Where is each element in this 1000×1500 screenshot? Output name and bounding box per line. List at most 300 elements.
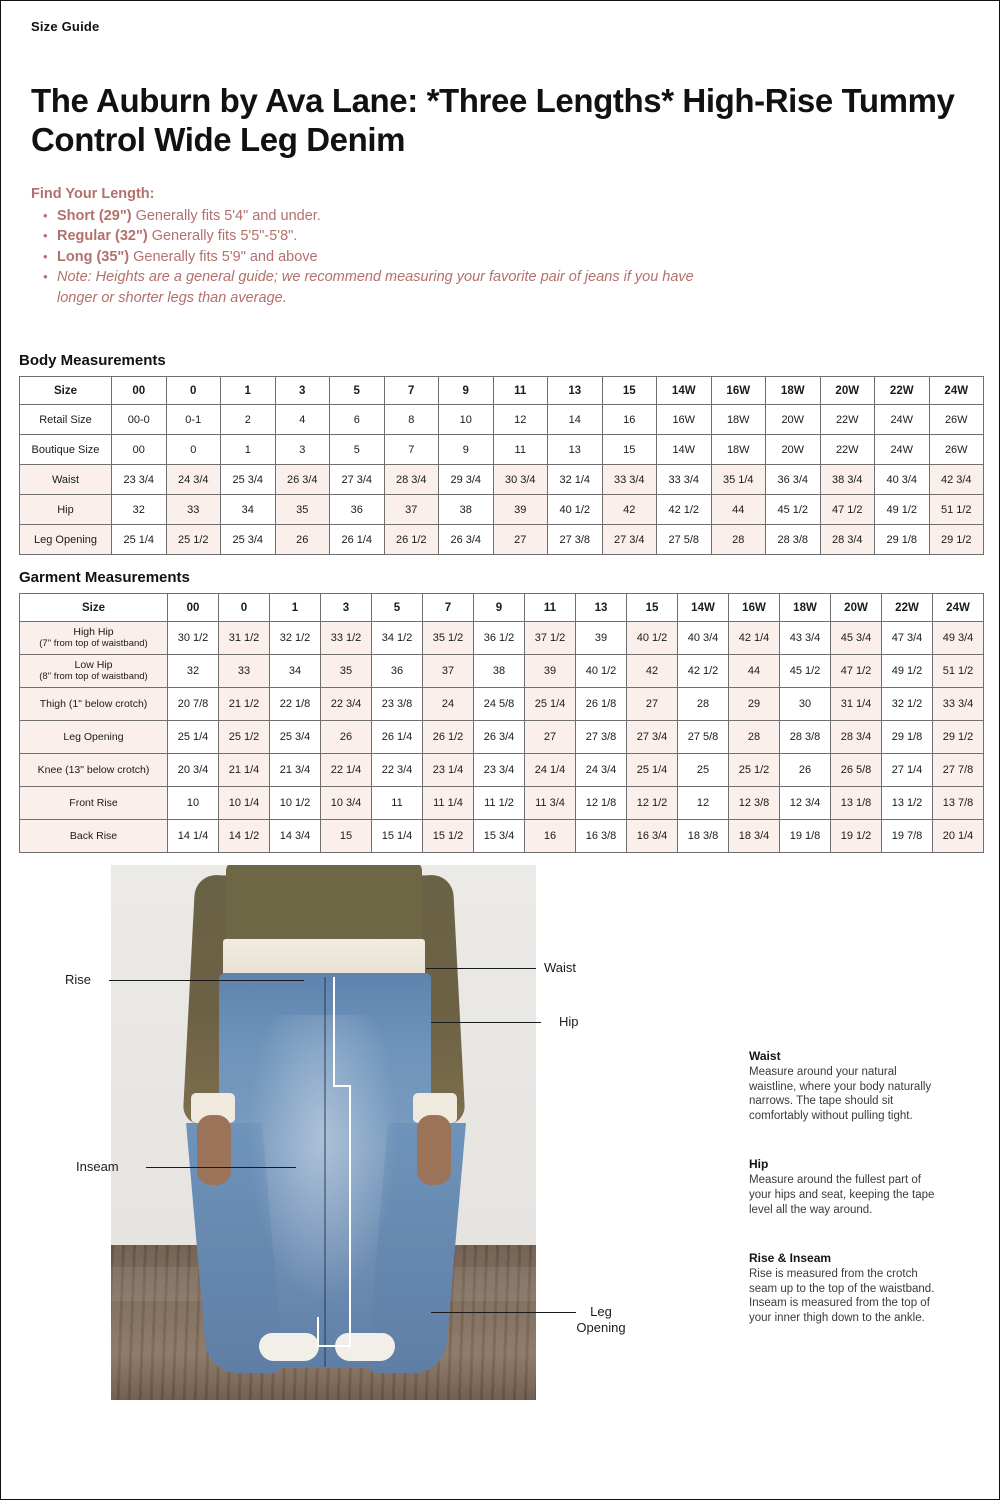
table-cell: 29 1/8	[875, 525, 930, 555]
column-header-11: 11	[493, 377, 548, 405]
table-row	[20, 787, 984, 820]
table-cell: 28	[678, 688, 729, 721]
table-cell: 25	[678, 754, 729, 787]
table-cell: 33	[219, 655, 270, 688]
column-header-1: 1	[221, 377, 276, 405]
length-option-desc: Generally fits 5'4" and under.	[131, 207, 321, 224]
table-cell: 23 3/4	[112, 465, 167, 495]
table-cell: 8	[384, 405, 439, 435]
table-row	[20, 405, 984, 435]
table-cell: 00-0	[112, 405, 167, 435]
note-hip	[749, 1157, 939, 1217]
table-row	[20, 721, 984, 754]
column-header-14W: 14W	[657, 377, 712, 405]
inseam-guide-line	[349, 1087, 351, 1347]
table-cell: 10	[168, 787, 219, 820]
note-title: Rise & Inseam	[749, 1251, 832, 1266]
length-note-line1: • Note: Heights are a general guide; we recommend measuring your favorite pair of jeans if you have	[57, 269, 694, 286]
table-cell: 14 1/2	[219, 820, 270, 853]
column-header-24W: 24W	[933, 594, 984, 622]
table-cell: 36 1/2	[474, 622, 525, 655]
table-cell: 32 1/2	[882, 688, 933, 721]
hero	[1, 34, 999, 160]
table-cell: 34 1/2	[372, 622, 423, 655]
table-cell: 40 3/4	[678, 622, 729, 655]
table-cell: 15	[321, 820, 372, 853]
photo-center-seam	[324, 977, 326, 1367]
table-cell: 29 3/4	[439, 465, 494, 495]
table-cell: 18W	[711, 435, 766, 465]
table-cell: 13 1/8	[831, 787, 882, 820]
column-header-13: 13	[576, 594, 627, 622]
table-cell: 13 1/2	[882, 787, 933, 820]
table-cell: 27	[627, 688, 678, 721]
table-cell: 16	[525, 820, 576, 853]
photo-right-shoe	[335, 1333, 395, 1361]
note-text: Measure around your natural waistline, where your body naturally narrows. The tape should sit comfortably without pulling tight.	[749, 1066, 932, 1122]
garment-measurements-table	[19, 593, 984, 853]
table-cell: 11 1/2	[474, 787, 525, 820]
table-cell: 33 3/4	[933, 688, 984, 721]
column-header-22W: 22W	[875, 377, 930, 405]
column-header-11: 11	[525, 594, 576, 622]
callout-leg-opening-line2: Opening	[576, 1320, 626, 1336]
length-option-desc: Generally fits 5'9" and above	[129, 248, 318, 265]
table-cell: 22 3/4	[372, 754, 423, 787]
table-cell: 27 5/8	[657, 525, 712, 555]
table-cell: 22 3/4	[321, 688, 372, 721]
list-item	[43, 247, 969, 268]
table-cell: 31 1/2	[219, 622, 270, 655]
column-header-20W: 20W	[820, 377, 875, 405]
table-cell: 29 1/2	[933, 721, 984, 754]
table-body	[20, 622, 984, 853]
length-option-label: Regular (32")	[57, 228, 148, 245]
table-cell: 14 3/4	[270, 820, 321, 853]
body-measurements-table	[19, 376, 984, 555]
list-item	[43, 226, 969, 247]
table-body	[20, 405, 984, 555]
table-cell: 27 7/8	[933, 754, 984, 787]
photo-left-hand	[197, 1115, 231, 1185]
table-cell: 25 1/4	[112, 525, 167, 555]
page-title: Size Guide	[31, 19, 100, 34]
inseam-leader-line	[146, 1167, 296, 1168]
row-label: Knee (13" below crotch)	[20, 754, 168, 787]
table-cell: 36	[372, 655, 423, 688]
table-cell: 20W	[766, 405, 821, 435]
column-header-0: 0	[219, 594, 270, 622]
table-cell: 21 3/4	[270, 754, 321, 787]
table-cell: 20 3/4	[168, 754, 219, 787]
table-cell: 42 3/4	[929, 465, 984, 495]
row-label: Retail Size	[20, 405, 112, 435]
table-cell: 15 1/2	[423, 820, 474, 853]
column-header-14W: 14W	[678, 594, 729, 622]
table-cell: 21 1/4	[219, 754, 270, 787]
table-cell: 32	[168, 655, 219, 688]
table-cell: 19 7/8	[882, 820, 933, 853]
table-cell: 28	[729, 721, 780, 754]
table-cell: 39	[525, 655, 576, 688]
table-row	[20, 754, 984, 787]
table-cell: 47 1/2	[820, 495, 875, 525]
table-cell: 15	[602, 435, 657, 465]
topbar	[1, 1, 999, 34]
table-cell: 0	[166, 435, 221, 465]
table-cell: 26W	[929, 435, 984, 465]
callout-leg-opening-line1: Leg	[590, 1304, 612, 1320]
table-cell: 1	[221, 435, 276, 465]
table-cell: 24 3/4	[166, 465, 221, 495]
table-cell: 27	[493, 525, 548, 555]
column-header-7: 7	[423, 594, 474, 622]
table-cell: 40 3/4	[875, 465, 930, 495]
table-cell: 19 1/2	[831, 820, 882, 853]
table-cell: 28 3/4	[820, 525, 875, 555]
column-header-9: 9	[474, 594, 525, 622]
table-cell: 12 3/8	[729, 787, 780, 820]
table-cell: 27 3/8	[576, 721, 627, 754]
table-cell: 28 3/8	[780, 721, 831, 754]
column-header-3: 3	[321, 594, 372, 622]
table-cell: 35 1/4	[711, 465, 766, 495]
find-your-length-block	[1, 160, 999, 309]
list-item-note	[43, 267, 969, 308]
table-cell: 23 3/8	[372, 688, 423, 721]
table-cell: 27 5/8	[678, 721, 729, 754]
table-row	[20, 688, 984, 721]
table-cell: 28 3/4	[831, 721, 882, 754]
note-text: Rise is measured from the crotch seam up to the top of the waistband. Inseam is measured from the top of your inner thigh down to the ankle.	[749, 1268, 935, 1324]
table-cell: 29 1/8	[882, 721, 933, 754]
table-cell: 26 1/4	[330, 525, 385, 555]
length-option-desc: Generally fits 5'5"-5'8".	[147, 228, 298, 245]
row-label: High Hip (7" from top of waistband)	[20, 622, 168, 655]
table-cell: 28 3/8	[766, 525, 821, 555]
callout-waist: Waist	[544, 960, 577, 976]
waist-leader-line	[426, 968, 536, 969]
table-cell: 21 1/2	[219, 688, 270, 721]
table-cell: 10 1/4	[219, 787, 270, 820]
table-cell: 24W	[875, 435, 930, 465]
table-cell: 18 3/4	[729, 820, 780, 853]
table-cell: 4	[275, 405, 330, 435]
column-header-3: 3	[275, 377, 330, 405]
photo-left-shoe	[259, 1333, 319, 1361]
table-cell: 23 3/4	[474, 754, 525, 787]
table-cell: 45 1/2	[766, 495, 821, 525]
list-item	[43, 206, 969, 227]
table-cell: 33 1/2	[321, 622, 372, 655]
column-header-18W: 18W	[766, 377, 821, 405]
garment-measurements-table-wrap	[1, 593, 999, 853]
measurement-notes	[749, 1049, 939, 1360]
hip-leader-line	[431, 1022, 541, 1023]
table-cell: 29 1/2	[929, 525, 984, 555]
table-cell: 19 1/8	[780, 820, 831, 853]
table-cell: 40 1/2	[627, 622, 678, 655]
table-row	[20, 655, 984, 688]
table-cell: 11	[372, 787, 423, 820]
body-measurements-title: Body Measurements	[19, 352, 166, 370]
table-cell: 39	[493, 495, 548, 525]
table-cell: 38	[474, 655, 525, 688]
leg-opening-leader-line	[431, 1312, 576, 1313]
table-cell: 3	[275, 435, 330, 465]
table-cell: 42 1/2	[657, 495, 712, 525]
row-label: Thigh (1" below crotch)	[20, 688, 168, 721]
column-header-5: 5	[372, 594, 423, 622]
column-header-15: 15	[627, 594, 678, 622]
column-header-22W: 22W	[882, 594, 933, 622]
table-cell: 26 3/4	[275, 465, 330, 495]
row-label: Boutique Size	[20, 435, 112, 465]
table-cell: 5	[330, 435, 385, 465]
table-cell: 14	[548, 405, 603, 435]
table-cell: 31 1/4	[831, 688, 882, 721]
table-cell: 14W	[657, 435, 712, 465]
table-cell: 15 1/4	[372, 820, 423, 853]
table-cell: 26 1/2	[384, 525, 439, 555]
table-cell: 22 1/4	[321, 754, 372, 787]
table-cell: 47 3/4	[882, 622, 933, 655]
table-cell: 24 5/8	[474, 688, 525, 721]
column-header-7: 7	[384, 377, 439, 405]
column-header-16W: 16W	[711, 377, 766, 405]
table-cell: 2	[221, 405, 276, 435]
photo-right-hand	[417, 1115, 451, 1185]
table-cell: 16 3/4	[627, 820, 678, 853]
column-header-18W: 18W	[780, 594, 831, 622]
table-cell: 10	[439, 405, 494, 435]
table-cell: 11 3/4	[525, 787, 576, 820]
table-cell: 40 1/2	[576, 655, 627, 688]
table-cell: 16W	[657, 405, 712, 435]
row-label: Leg Opening	[20, 525, 112, 555]
table-cell: 13	[548, 435, 603, 465]
column-header-size: Size	[20, 594, 168, 622]
table-cell: 26W	[929, 405, 984, 435]
table-cell: 49 1/2	[875, 495, 930, 525]
table-row	[20, 622, 984, 655]
table-cell: 26	[275, 525, 330, 555]
table-cell: 6	[330, 405, 385, 435]
table-cell: 26 1/2	[423, 721, 474, 754]
table-cell: 18 3/8	[678, 820, 729, 853]
column-header-20W: 20W	[831, 594, 882, 622]
table-cell: 10 3/4	[321, 787, 372, 820]
table-cell: 36 3/4	[766, 465, 821, 495]
row-label: Waist	[20, 465, 112, 495]
table-cell: 40 1/2	[548, 495, 603, 525]
table-cell: 42 1/2	[678, 655, 729, 688]
column-header-00: 00	[112, 377, 167, 405]
table-cell: 37	[384, 495, 439, 525]
leg-opening-guide-line	[317, 1317, 319, 1347]
table-cell: 39	[576, 622, 627, 655]
column-header-1: 1	[270, 594, 321, 622]
table-cell: 32 1/4	[548, 465, 603, 495]
table-cell: 28	[711, 525, 766, 555]
product-title: The Auburn by Ava Lane: *Three Lengths* High-Rise Tummy Control Wide Leg Denim	[31, 82, 955, 158]
table-cell: 25 3/4	[221, 525, 276, 555]
table-row	[20, 495, 984, 525]
rise-leader-line	[109, 980, 304, 981]
table-cell: 34	[221, 495, 276, 525]
table-cell: 25 3/4	[270, 721, 321, 754]
row-label: Leg Opening	[20, 721, 168, 754]
table-cell: 43 3/4	[780, 622, 831, 655]
note-title: Hip	[749, 1157, 769, 1172]
table-cell: 20 1/4	[933, 820, 984, 853]
column-header-size: Size	[20, 377, 112, 405]
length-option-label: Long (35")	[57, 248, 130, 265]
table-cell: 20W	[766, 435, 821, 465]
table-cell: 30 1/2	[168, 622, 219, 655]
table-row	[20, 525, 984, 555]
column-header-5: 5	[330, 377, 385, 405]
callout-inseam: Inseam	[76, 1159, 119, 1175]
table-cell: 26 5/8	[831, 754, 882, 787]
table-cell: 35 1/2	[423, 622, 474, 655]
column-header-13: 13	[548, 377, 603, 405]
table-cell: 28 3/4	[384, 465, 439, 495]
table-cell: 32 1/2	[270, 622, 321, 655]
table-cell: 25 1/2	[166, 525, 221, 555]
column-header-0: 0	[166, 377, 221, 405]
table-cell: 27	[525, 721, 576, 754]
table-cell: 11 1/4	[423, 787, 474, 820]
table-cell: 22W	[820, 405, 875, 435]
table-row	[20, 820, 984, 853]
table-cell: 26 1/4	[372, 721, 423, 754]
row-label: Back Rise	[20, 820, 168, 853]
table-cell: 38 3/4	[820, 465, 875, 495]
table-cell: 27 3/4	[330, 465, 385, 495]
column-header-15: 15	[602, 377, 657, 405]
table-cell: 30 3/4	[493, 465, 548, 495]
table-cell: 24	[423, 688, 474, 721]
row-label: Hip	[20, 495, 112, 525]
callout-hip: Hip	[559, 1014, 579, 1030]
table-cell: 22W	[820, 435, 875, 465]
table-cell: 26 3/4	[439, 525, 494, 555]
table-cell: 23 1/4	[423, 754, 474, 787]
table-cell: 33 3/4	[657, 465, 712, 495]
column-header-16W: 16W	[729, 594, 780, 622]
table-header-row	[20, 377, 984, 405]
table-cell: 25 3/4	[221, 465, 276, 495]
table-cell: 25 1/2	[729, 754, 780, 787]
table-cell: 36	[330, 495, 385, 525]
table-header	[20, 377, 984, 405]
table-cell: 12 1/8	[576, 787, 627, 820]
table-cell: 24W	[875, 405, 930, 435]
body-measurements-table-wrap	[1, 376, 999, 555]
table-cell: 27 3/4	[602, 525, 657, 555]
table-cell: 16	[602, 405, 657, 435]
table-cell: 25 1/4	[627, 754, 678, 787]
table-cell: 14 1/4	[168, 820, 219, 853]
table-cell: 37	[423, 655, 474, 688]
table-cell: 49 3/4	[933, 622, 984, 655]
column-header-00: 00	[168, 594, 219, 622]
photo-knit-band	[223, 939, 425, 977]
table-cell: 12	[678, 787, 729, 820]
table-cell: 26	[321, 721, 372, 754]
table-cell: 7	[384, 435, 439, 465]
table-cell: 33 3/4	[602, 465, 657, 495]
table-cell: 34	[270, 655, 321, 688]
table-cell: 24 3/4	[576, 754, 627, 787]
photo-denim-fade	[243, 1015, 403, 1315]
table-cell: 27 1/4	[882, 754, 933, 787]
table-cell: 29	[729, 688, 780, 721]
table-cell: 18W	[711, 405, 766, 435]
note-title: Waist	[749, 1049, 781, 1063]
table-cell: 12 3/4	[780, 787, 831, 820]
table-cell: 12	[493, 405, 548, 435]
table-cell: 30	[780, 688, 831, 721]
table-cell: 44	[711, 495, 766, 525]
table-cell: 00	[112, 435, 167, 465]
table-row	[20, 465, 984, 495]
table-cell: 45 3/4	[831, 622, 882, 655]
length-note-line2: longer or shorter legs than average.	[57, 289, 287, 306]
table-cell: 35	[275, 495, 330, 525]
callout-rise: Rise	[65, 972, 92, 988]
note-rise-inseam	[749, 1251, 939, 1325]
table-cell: 27 3/8	[548, 525, 603, 555]
table-cell: 9	[439, 435, 494, 465]
row-label: Low Hip (8" from top of waistband)	[20, 655, 168, 688]
table-cell: 10 1/2	[270, 787, 321, 820]
table-cell: 37 1/2	[525, 622, 576, 655]
table-cell: 49 1/2	[882, 655, 933, 688]
callout-leg-opening	[567, 1304, 635, 1336]
table-row	[20, 435, 984, 465]
table-cell: 42	[602, 495, 657, 525]
table-cell: 25 1/4	[168, 721, 219, 754]
table-cell: 51 1/2	[933, 655, 984, 688]
table-cell: 47 1/2	[831, 655, 882, 688]
table-cell: 42 1/4	[729, 622, 780, 655]
table-cell: 42	[627, 655, 678, 688]
length-list	[31, 206, 969, 309]
table-cell: 24 1/4	[525, 754, 576, 787]
table-cell: 13 7/8	[933, 787, 984, 820]
table-cell: 35	[321, 655, 372, 688]
find-your-length-heading: Find Your Length:	[31, 185, 155, 202]
leg-opening-guide-tick	[317, 1345, 351, 1347]
table-cell: 20 7/8	[168, 688, 219, 721]
garment-measurements-title: Garment Measurements	[19, 569, 190, 587]
table-cell: 11	[493, 435, 548, 465]
table-cell: 16 3/8	[576, 820, 627, 853]
table-cell: 33	[166, 495, 221, 525]
note-text: Measure around the fullest part of your hips and seat, keeping the tape level all the way around.	[749, 1174, 935, 1216]
table-cell: 38	[439, 495, 494, 525]
table-cell: 15 3/4	[474, 820, 525, 853]
row-label: Front Rise	[20, 787, 168, 820]
table-header-row	[20, 594, 984, 622]
table-cell: 27 3/4	[627, 721, 678, 754]
table-cell: 0-1	[166, 405, 221, 435]
column-header-9: 9	[439, 377, 494, 405]
table-cell: 25 1/2	[219, 721, 270, 754]
table-cell: 51 1/2	[929, 495, 984, 525]
